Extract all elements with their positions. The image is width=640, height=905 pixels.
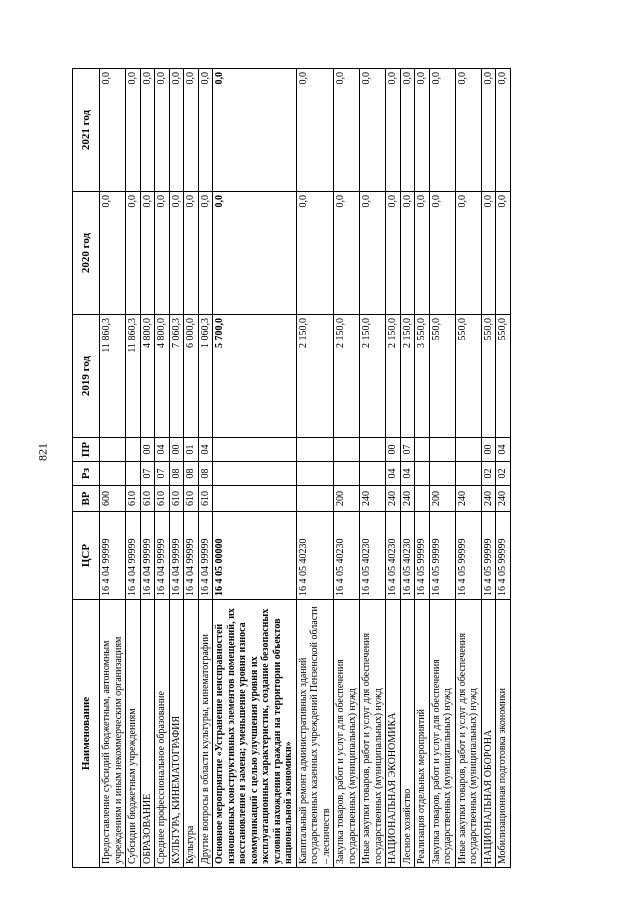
cell-2020: 0,0 — [140, 192, 155, 315]
cell-2021: 0,0 — [386, 69, 401, 192]
cell-vr: 610 — [126, 486, 141, 512]
header-rz: Рз — [73, 462, 100, 486]
header-vr: ВР — [73, 486, 100, 512]
cell-2019: 550,0 — [429, 315, 455, 438]
cell-vr: 200 — [429, 486, 455, 512]
cell-2021: 0,0 — [415, 69, 430, 192]
cell-2019: 2 150,0 — [400, 315, 415, 438]
cell-pr — [296, 438, 334, 462]
cell-csr: 16 4 04 99999 — [100, 512, 126, 600]
cell-csr: 16 4 05 40230 — [386, 512, 401, 600]
cell-vr: 610 — [155, 486, 170, 512]
cell-rz — [455, 462, 481, 486]
cell-vr: 240 — [386, 486, 401, 512]
cell-csr: 16 4 05 99999 — [415, 512, 430, 600]
cell-vr: 240 — [481, 486, 496, 512]
cell-vr — [213, 486, 297, 512]
cell-csr: 16 4 05 99999 — [496, 512, 511, 600]
table-row — [429, 69, 455, 868]
cell-csr: 16 4 05 40230 — [296, 512, 334, 600]
cell-pr: 00 — [169, 438, 184, 462]
cell-vr: 240 — [400, 486, 415, 512]
cell-2019: 2 150,0 — [386, 315, 401, 438]
table-row — [100, 69, 126, 868]
cell-2020: 0,0 — [429, 192, 455, 315]
table-row — [400, 69, 415, 868]
cell-name: Мобилизационная подготовка экономики — [496, 600, 511, 868]
cell-name: Закупка товаров, работ и услуг для обеспечения государственных (муниципальных) нужд — [334, 600, 360, 868]
cell-vr: 240 — [360, 486, 386, 512]
cell-csr: 16 4 05 00000 — [213, 512, 297, 600]
table-row — [155, 69, 170, 868]
cell-pr — [415, 438, 430, 462]
table-row — [496, 69, 511, 868]
table-row — [213, 69, 297, 868]
cell-2020: 0,0 — [334, 192, 360, 315]
cell-rz — [415, 462, 430, 486]
header-2021: 2021 год — [73, 69, 100, 192]
cell-pr — [126, 438, 141, 462]
cell-2020: 0,0 — [184, 192, 199, 315]
cell-2019: 2 150,0 — [334, 315, 360, 438]
cell-2020: 0,0 — [169, 192, 184, 315]
cell-2021: 0,0 — [100, 69, 126, 192]
header-2020: 2020 год — [73, 192, 100, 315]
cell-name: Иные закупки товаров, работ и услуг для обеспечения государственных (муниципальных) нужд — [455, 600, 481, 868]
cell-pr: 04 — [155, 438, 170, 462]
cell-2021: 0,0 — [155, 69, 170, 192]
table-row — [140, 69, 155, 868]
page-number: 821 — [35, 443, 50, 461]
budget-table — [72, 68, 511, 868]
cell-2019: 11 860,3 — [126, 315, 141, 438]
cell-2021: 0,0 — [184, 69, 199, 192]
cell-2019: 3 550,0 — [415, 315, 430, 438]
cell-name: Реализация отдельных мероприятий — [415, 600, 430, 868]
cell-csr: 16 4 05 99999 — [429, 512, 455, 600]
header-name: Наименование — [73, 600, 100, 868]
cell-2021: 0,0 — [198, 69, 213, 192]
table-header-row — [73, 69, 100, 868]
cell-csr: 16 4 05 40230 — [334, 512, 360, 600]
cell-rz: 08 — [169, 462, 184, 486]
cell-rz: 07 — [155, 462, 170, 486]
cell-name: Лесное хозяйство — [400, 600, 415, 868]
cell-name: Предоставление субсидий бюджетным, автономным учреждениям и иным некоммерческим организациям — [100, 600, 126, 868]
cell-2019: 5 700,0 — [213, 315, 297, 438]
cell-2019: 6 000,0 — [184, 315, 199, 438]
cell-2019: 1 060,3 — [198, 315, 213, 438]
cell-rz — [429, 462, 455, 486]
cell-pr: 00 — [140, 438, 155, 462]
cell-rz — [126, 462, 141, 486]
cell-pr: 04 — [496, 438, 511, 462]
cell-2021: 0,0 — [296, 69, 334, 192]
cell-rz: 07 — [140, 462, 155, 486]
cell-name: Субсидии бюджетным учреждениям — [126, 600, 141, 868]
cell-2020: 0,0 — [386, 192, 401, 315]
header-2019: 2019 год — [73, 315, 100, 438]
cell-2021: 0,0 — [429, 69, 455, 192]
cell-2021: 0,0 — [213, 69, 297, 192]
table-row — [386, 69, 401, 868]
cell-2020: 0,0 — [296, 192, 334, 315]
cell-pr: 00 — [386, 438, 401, 462]
cell-2019: 2 150,0 — [296, 315, 334, 438]
cell-vr: 610 — [140, 486, 155, 512]
cell-vr: 610 — [184, 486, 199, 512]
header-pr: ПР — [73, 438, 100, 462]
cell-csr: 16 4 05 40230 — [400, 512, 415, 600]
cell-2020: 0,0 — [198, 192, 213, 315]
table-row — [334, 69, 360, 868]
cell-2019: 4 800,0 — [140, 315, 155, 438]
cell-name: КУЛЬТУРА, КИНЕМАТОГРАФИЯ — [169, 600, 184, 868]
cell-rz: 08 — [184, 462, 199, 486]
cell-name: Капитальный ремонт административных зданий государственных казенных учреждений Пензенской области – лесничеств — [296, 600, 334, 868]
cell-name: Другие вопросы в области культуры, кинематографии — [198, 600, 213, 868]
cell-pr — [429, 438, 455, 462]
cell-2020: 0,0 — [155, 192, 170, 315]
table-row — [455, 69, 481, 868]
cell-vr: 610 — [169, 486, 184, 512]
table-row — [169, 69, 184, 868]
cell-vr: 240 — [496, 486, 511, 512]
cell-rz — [213, 462, 297, 486]
cell-2020: 0,0 — [100, 192, 126, 315]
table-row — [481, 69, 496, 868]
cell-pr — [334, 438, 360, 462]
cell-2020: 0,0 — [415, 192, 430, 315]
cell-csr: 16 4 05 99999 — [481, 512, 496, 600]
cell-csr: 16 4 05 99999 — [455, 512, 481, 600]
cell-2019: 11 860,3 — [100, 315, 126, 438]
cell-pr — [100, 438, 126, 462]
budget-table-page — [72, 68, 576, 868]
cell-vr — [415, 486, 430, 512]
cell-2019: 2 150,0 — [360, 315, 386, 438]
cell-rz — [360, 462, 386, 486]
cell-pr: 01 — [184, 438, 199, 462]
cell-2021: 0,0 — [400, 69, 415, 192]
cell-2021: 0,0 — [126, 69, 141, 192]
table-row — [198, 69, 213, 868]
cell-name: Закупка товаров, работ и услуг для обеспечения государственных (муниципальных) нужд — [429, 600, 455, 868]
cell-2020: 0,0 — [496, 192, 511, 315]
cell-2020: 0,0 — [481, 192, 496, 315]
cell-name: НАЦИОНАЛЬНАЯ ЭКОНОМИКА — [386, 600, 401, 868]
cell-csr: 16 4 04 99999 — [184, 512, 199, 600]
cell-2019: 7 060,3 — [169, 315, 184, 438]
table-body — [100, 69, 511, 868]
header-csr: ЦСР — [73, 512, 100, 600]
cell-pr — [213, 438, 297, 462]
cell-rz: 04 — [400, 462, 415, 486]
table-row — [126, 69, 141, 868]
cell-pr — [360, 438, 386, 462]
cell-name: НАЦИОНАЛЬНАЯ ОБОРОНА — [481, 600, 496, 868]
cell-rz — [334, 462, 360, 486]
cell-2021: 0,0 — [140, 69, 155, 192]
cell-2021: 0,0 — [455, 69, 481, 192]
table-row — [415, 69, 430, 868]
cell-vr — [296, 486, 334, 512]
cell-csr: 16 4 04 99999 — [198, 512, 213, 600]
cell-rz: 08 — [198, 462, 213, 486]
cell-2019: 550,0 — [481, 315, 496, 438]
cell-2020: 0,0 — [360, 192, 386, 315]
cell-rz: 04 — [386, 462, 401, 486]
cell-2020: 0,0 — [455, 192, 481, 315]
cell-pr — [455, 438, 481, 462]
cell-pr: 04 — [198, 438, 213, 462]
cell-name: Иные закупки товаров, работ и услуг для обеспечения государственных (муниципальных) нужд — [360, 600, 386, 868]
cell-2020: 0,0 — [126, 192, 141, 315]
cell-2019: 550,0 — [496, 315, 511, 438]
cell-vr: 600 — [100, 486, 126, 512]
cell-pr: 00 — [481, 438, 496, 462]
cell-2019: 550,0 — [455, 315, 481, 438]
cell-csr: 16 4 04 99999 — [126, 512, 141, 600]
cell-rz: 02 — [481, 462, 496, 486]
cell-pr: 07 — [400, 438, 415, 462]
cell-name: Среднее профессиональное образование — [155, 600, 170, 868]
cell-csr: 16 4 05 40230 — [360, 512, 386, 600]
cell-2021: 0,0 — [496, 69, 511, 192]
cell-name: Основное мероприятие «Устранение неисправностей изношенных конструктивных элементов помещений, их восстановление и замена; уменьшение уровня износа коммуникаций с целью улучшения уровня их эксплуатационных характеристик, создание безопасных условий нахождения граждан на территории объектов национальной экономики» — [213, 600, 297, 868]
cell-2019: 4 800,0 — [155, 315, 170, 438]
cell-rz: 02 — [496, 462, 511, 486]
cell-csr: 16 4 04 99999 — [155, 512, 170, 600]
cell-2021: 0,0 — [360, 69, 386, 192]
cell-vr: 610 — [198, 486, 213, 512]
cell-2021: 0,0 — [169, 69, 184, 192]
cell-2020: 0,0 — [400, 192, 415, 315]
cell-2021: 0,0 — [334, 69, 360, 192]
cell-csr: 16 4 04 99999 — [140, 512, 155, 600]
cell-rz — [296, 462, 334, 486]
cell-vr: 240 — [455, 486, 481, 512]
table-row — [296, 69, 334, 868]
cell-2020: 0,0 — [213, 192, 297, 315]
cell-rz — [100, 462, 126, 486]
cell-vr: 200 — [334, 486, 360, 512]
table-row — [360, 69, 386, 868]
cell-2021: 0,0 — [481, 69, 496, 192]
cell-csr: 16 4 04 99999 — [169, 512, 184, 600]
cell-name: ОБРАЗОВАНИЕ — [140, 600, 155, 868]
cell-name: Культура — [184, 600, 199, 868]
table-row — [184, 69, 199, 868]
